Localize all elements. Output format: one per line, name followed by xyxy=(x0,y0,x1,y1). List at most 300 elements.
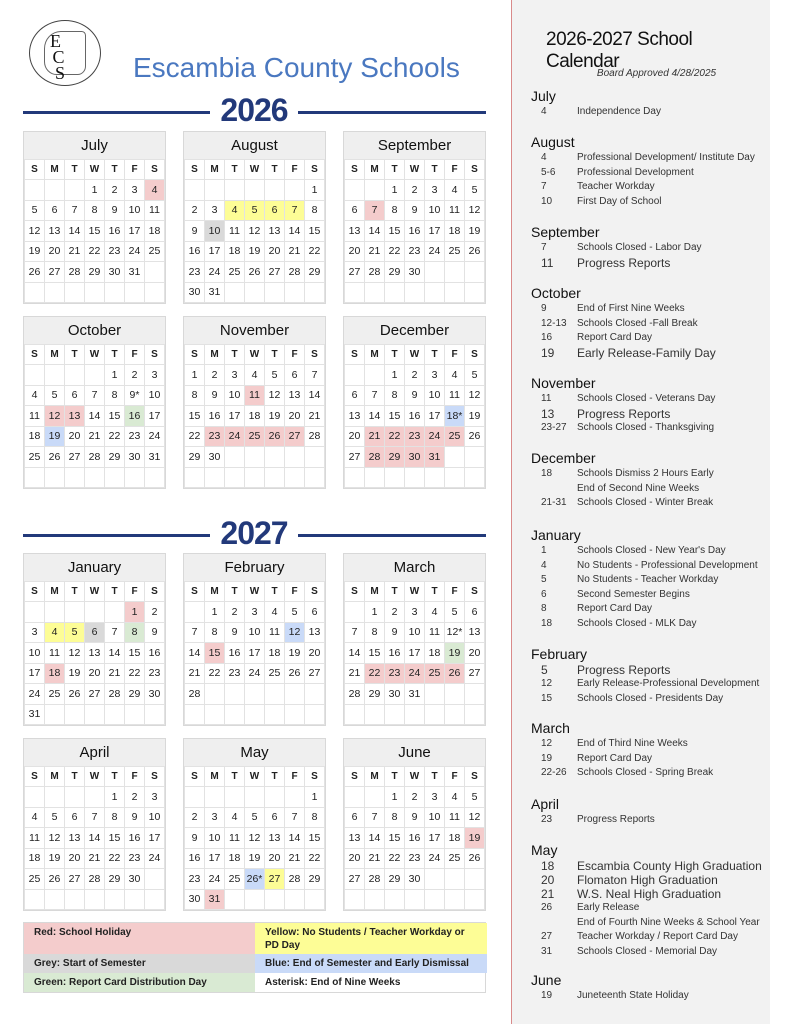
event-item xyxy=(531,151,769,166)
month-name: June xyxy=(344,739,485,766)
day-cell: 21 xyxy=(365,241,385,262)
month-name: February xyxy=(184,554,325,581)
event-text: Escambia County High Graduation xyxy=(577,859,762,873)
day-cell: 24 xyxy=(205,869,225,890)
weekday-header: W xyxy=(405,582,425,602)
empty-cell xyxy=(85,365,105,386)
day-cell: 31 xyxy=(25,704,45,725)
day-cell: 24 xyxy=(145,848,165,869)
weekday-header: S xyxy=(465,582,485,602)
day-cell: 28 xyxy=(365,869,385,890)
year-heading-2026 xyxy=(23,92,486,132)
year-heading-2027 xyxy=(23,515,486,555)
empty-cell xyxy=(285,704,305,725)
events-february xyxy=(531,646,769,706)
empty-cell xyxy=(425,869,445,890)
event-item xyxy=(531,331,769,346)
day-cell: 6 xyxy=(65,385,85,406)
empty-cell xyxy=(185,704,205,725)
day-cell: 5 xyxy=(445,602,465,623)
events-december xyxy=(531,450,769,511)
day-cell: 6 xyxy=(85,622,105,643)
month-name: May xyxy=(184,739,325,766)
empty-cell xyxy=(345,704,365,725)
event-item xyxy=(531,887,769,901)
event-date: 23-27 xyxy=(541,421,567,433)
day-cell: 12 xyxy=(465,200,485,221)
day-cell: 6 xyxy=(45,200,65,221)
day-cell: 15 xyxy=(85,221,105,242)
day-cell: 16 xyxy=(185,241,205,262)
event-text: Schools Closed - Veterans Day xyxy=(577,393,716,404)
weekday-header: T xyxy=(425,345,445,365)
day-cell: 13 xyxy=(285,385,305,406)
month-name: November xyxy=(184,317,325,344)
event-date: 31 xyxy=(541,945,553,957)
empty-cell xyxy=(65,180,85,201)
day-cell: 19 xyxy=(465,406,485,427)
day-cell: 10 xyxy=(125,200,145,221)
empty-cell xyxy=(465,282,485,303)
day-cell: 8 xyxy=(125,622,145,643)
event-item xyxy=(531,602,769,617)
event-item xyxy=(531,346,769,360)
weekday-header: M xyxy=(205,160,225,180)
empty-cell xyxy=(345,180,365,201)
day-cell: 23 xyxy=(125,426,145,447)
day-cell: 20 xyxy=(305,643,325,664)
weekday-header: F xyxy=(285,160,305,180)
day-cell: 2 xyxy=(125,365,145,386)
day-cell: 14 xyxy=(85,406,105,427)
event-item xyxy=(531,737,769,752)
day-cell: 19 xyxy=(65,663,85,684)
legend-blue: Blue: End of Semester and Early Dismissal xyxy=(255,954,487,973)
weekday-header: M xyxy=(205,582,225,602)
legend-red: Red: School Holiday xyxy=(24,923,255,954)
day-cell: 6 xyxy=(285,365,305,386)
event-date: 16 xyxy=(541,332,553,344)
empty-cell xyxy=(105,602,125,623)
day-cell: 3 xyxy=(245,602,265,623)
day-cell: 17 xyxy=(145,406,165,427)
event-item xyxy=(531,166,769,181)
day-cell: 4 xyxy=(25,807,45,828)
empty-cell xyxy=(285,180,305,201)
day-cell: 17 xyxy=(145,828,165,849)
month-name: April xyxy=(24,739,165,766)
empty-cell xyxy=(405,282,425,303)
empty-cell xyxy=(25,602,45,623)
weekday-header: M xyxy=(365,345,385,365)
weekday-header: S xyxy=(345,582,365,602)
day-cell: 16 xyxy=(105,221,125,242)
day-cell: 25 xyxy=(445,426,465,447)
event-item xyxy=(531,407,769,421)
weekday-header: S xyxy=(25,582,45,602)
day-cell: 9 xyxy=(185,221,205,242)
month-july xyxy=(23,131,166,304)
day-cell: 23 xyxy=(185,262,205,283)
empty-cell xyxy=(305,467,325,488)
weekday-header: T xyxy=(65,767,85,787)
weekday-header: M xyxy=(365,160,385,180)
day-cell: 22 xyxy=(105,848,125,869)
day-cell: 30 xyxy=(125,869,145,890)
event-date: 4 xyxy=(541,106,547,117)
day-cell: 5 xyxy=(45,807,65,828)
weekday-header: S xyxy=(345,345,365,365)
events-panel xyxy=(511,0,770,1024)
day-cell: 16 xyxy=(405,221,425,242)
day-cell: 23 xyxy=(225,663,245,684)
weekday-header: M xyxy=(45,767,65,787)
empty-cell xyxy=(25,467,45,488)
weekday-header: S xyxy=(185,582,205,602)
day-cell: 9 xyxy=(225,622,245,643)
event-date: 26 xyxy=(541,902,553,913)
day-cell: 19 xyxy=(285,643,305,664)
day-cell: 31 xyxy=(125,262,145,283)
empty-cell xyxy=(365,889,385,910)
day-cell: 21 xyxy=(185,663,205,684)
weekday-header: S xyxy=(145,582,165,602)
color-legend xyxy=(23,922,486,993)
day-cell: 6 xyxy=(345,807,365,828)
weekday-header: F xyxy=(125,582,145,602)
weekday-header: T xyxy=(105,345,125,365)
day-cell: 25 xyxy=(25,869,45,890)
event-item xyxy=(531,180,769,195)
day-cell: 18 xyxy=(445,221,465,242)
empty-cell xyxy=(225,447,245,468)
day-cell: 8 xyxy=(385,807,405,828)
event-date: 18 xyxy=(541,859,555,873)
day-cell: 7 xyxy=(185,622,205,643)
empty-cell xyxy=(365,282,385,303)
month-name: August xyxy=(184,132,325,159)
event-item xyxy=(531,916,769,931)
weekday-header: S xyxy=(145,767,165,787)
empty-cell xyxy=(265,889,285,910)
weekday-header: F xyxy=(445,160,465,180)
event-item xyxy=(531,467,769,482)
empty-cell xyxy=(285,684,305,705)
event-item xyxy=(531,617,769,632)
event-date: 11 xyxy=(541,393,552,404)
day-cell: 10 xyxy=(205,828,225,849)
event-date: 22-26 xyxy=(541,767,567,779)
day-cell: 22 xyxy=(305,848,325,869)
day-cell: 11 xyxy=(145,200,165,221)
day-cell: 29 xyxy=(305,869,325,890)
empty-cell xyxy=(225,684,245,705)
event-text: End of First Nine Weeks xyxy=(577,303,685,314)
weekday-header: M xyxy=(365,767,385,787)
day-cell: 1 xyxy=(125,602,145,623)
day-cell: 14 xyxy=(305,385,325,406)
empty-cell xyxy=(345,889,365,910)
weekday-header: S xyxy=(465,160,485,180)
day-cell: 6 xyxy=(465,602,485,623)
day-cell: 24 xyxy=(425,241,445,262)
empty-cell xyxy=(185,602,205,623)
day-cell: 5 xyxy=(245,807,265,828)
empty-cell xyxy=(385,467,405,488)
day-cell: 7 xyxy=(285,200,305,221)
empty-cell xyxy=(405,704,425,725)
day-cell: 12 xyxy=(245,828,265,849)
events-april xyxy=(531,796,769,828)
event-text: Teacher Workday xyxy=(577,181,655,193)
day-cell: 4 xyxy=(425,602,445,623)
day-cell: 24 xyxy=(125,241,145,262)
day-cell: 2 xyxy=(405,180,425,201)
day-cell: 10 xyxy=(245,622,265,643)
day-cell: 13 xyxy=(265,828,285,849)
empty-cell xyxy=(65,602,85,623)
empty-cell xyxy=(245,180,265,201)
day-cell: 17 xyxy=(225,406,245,427)
empty-cell xyxy=(225,704,245,725)
event-item xyxy=(531,421,769,436)
day-cell: 11 xyxy=(265,622,285,643)
day-cell: 15 xyxy=(105,828,125,849)
empty-cell xyxy=(285,282,305,303)
day-cell: 31 xyxy=(205,282,225,303)
event-date: 7 xyxy=(541,181,547,193)
empty-cell xyxy=(65,467,85,488)
year-label: 2027 xyxy=(220,515,288,551)
day-cell: 18 xyxy=(245,406,265,427)
day-cell: 27 xyxy=(65,869,85,890)
weekday-header: F xyxy=(285,582,305,602)
empty-cell xyxy=(285,889,305,910)
day-cell: 16 xyxy=(125,828,145,849)
day-cell: 2 xyxy=(125,787,145,808)
event-text: Report Card Day xyxy=(577,603,653,615)
event-item xyxy=(531,945,769,960)
day-cell: 15 xyxy=(385,828,405,849)
day-cell: 1 xyxy=(105,787,125,808)
empty-cell xyxy=(45,602,65,623)
day-cell: 19 xyxy=(465,828,485,849)
day-cell: 22 xyxy=(105,426,125,447)
empty-cell xyxy=(225,282,245,303)
day-cell: 28 xyxy=(345,684,365,705)
event-date: 8 xyxy=(541,603,547,615)
empty-cell xyxy=(45,282,65,303)
empty-cell xyxy=(265,282,285,303)
empty-cell xyxy=(365,180,385,201)
day-cell: 5 xyxy=(465,180,485,201)
event-text: Early Release-Professional Development xyxy=(577,678,760,689)
day-cell: 2 xyxy=(405,365,425,386)
day-cell: 8 xyxy=(385,385,405,406)
empty-cell xyxy=(245,704,265,725)
day-cell: 28 xyxy=(85,447,105,468)
empty-cell xyxy=(465,684,485,705)
section-month: December xyxy=(531,450,596,466)
day-cell: 20 xyxy=(345,426,365,447)
day-cell: 6 xyxy=(305,602,325,623)
event-date: 4 xyxy=(541,152,547,163)
weekday-header: W xyxy=(405,345,425,365)
day-cell: 4 xyxy=(445,180,465,201)
day-cell: 22 xyxy=(205,663,225,684)
event-date: 5-6 xyxy=(541,166,556,178)
day-cell: 10 xyxy=(205,221,225,242)
logo-letters: E C S xyxy=(50,31,64,83)
day-cell: 26 xyxy=(285,663,305,684)
empty-cell xyxy=(405,889,425,910)
weekday-header: W xyxy=(85,582,105,602)
day-cell: 24 xyxy=(405,663,425,684)
weekday-header: S xyxy=(25,767,45,787)
day-cell: 8 xyxy=(305,200,325,221)
event-date: 4 xyxy=(541,559,547,571)
day-cell: 14 xyxy=(285,828,305,849)
day-cell: 19 xyxy=(45,426,65,447)
event-date: 19 xyxy=(541,345,555,360)
event-date: 10 xyxy=(541,195,553,207)
day-cell: 31 xyxy=(405,684,425,705)
day-cell: 4 xyxy=(445,365,465,386)
day-cell: 9 xyxy=(145,622,165,643)
divider xyxy=(23,534,210,537)
empty-cell xyxy=(445,282,465,303)
day-cell: 27 xyxy=(265,262,285,283)
day-cell: 4 xyxy=(245,365,265,386)
day-cell: 13 xyxy=(85,643,105,664)
event-item xyxy=(531,256,769,270)
day-cell: 27 xyxy=(285,426,305,447)
empty-cell xyxy=(385,889,405,910)
event-item xyxy=(531,302,769,317)
day-cell: 7 xyxy=(85,807,105,828)
weekday-header: T xyxy=(265,582,285,602)
event-item xyxy=(531,317,769,332)
day-cell: 2 xyxy=(205,365,225,386)
day-cell: 15 xyxy=(305,828,325,849)
weekday-header: T xyxy=(65,345,85,365)
weekday-header: T xyxy=(225,345,245,365)
empty-cell xyxy=(465,704,485,725)
day-cell: 15 xyxy=(365,643,385,664)
day-cell: 22 xyxy=(305,241,325,262)
weekday-header: S xyxy=(305,160,325,180)
empty-cell xyxy=(45,889,65,910)
event-text: Teacher Workday / Report Card Day xyxy=(577,931,738,943)
day-cell: 21 xyxy=(365,426,385,447)
day-cell: 9* xyxy=(125,385,145,406)
day-cell: 2 xyxy=(185,807,205,828)
day-cell: 14 xyxy=(285,221,305,242)
day-cell: 18 xyxy=(45,663,65,684)
empty-cell xyxy=(305,704,325,725)
day-cell: 11 xyxy=(45,643,65,664)
empty-cell xyxy=(285,467,305,488)
empty-cell xyxy=(365,787,385,808)
day-cell: 10 xyxy=(145,807,165,828)
empty-cell xyxy=(425,684,445,705)
empty-cell xyxy=(45,787,65,808)
empty-cell xyxy=(445,262,465,283)
section-month: October xyxy=(531,285,581,301)
day-cell: 24 xyxy=(425,426,445,447)
day-cell: 13 xyxy=(345,406,365,427)
month-name: January xyxy=(24,554,165,581)
day-cell: 16 xyxy=(185,848,205,869)
weekday-header: F xyxy=(125,345,145,365)
day-cell: 11 xyxy=(25,406,45,427)
day-cell: 23 xyxy=(405,848,425,869)
legend-yellow: Yellow: No Students / Teacher Workday or PD Day xyxy=(255,923,487,954)
event-date: 18 xyxy=(541,617,553,629)
events-june xyxy=(531,972,769,1004)
weekday-header: S xyxy=(345,160,365,180)
section-month: November xyxy=(531,375,596,391)
empty-cell xyxy=(465,467,485,488)
divider xyxy=(23,111,210,114)
day-cell: 26 xyxy=(465,426,485,447)
day-cell: 31 xyxy=(425,447,445,468)
empty-cell xyxy=(305,684,325,705)
event-text: Flomaton High Graduation xyxy=(577,873,718,887)
day-cell: 31 xyxy=(205,889,225,910)
day-cell: 6 xyxy=(65,807,85,828)
weekday-header: M xyxy=(45,160,65,180)
empty-cell xyxy=(305,282,325,303)
weekday-header: S xyxy=(25,160,45,180)
day-cell: 25 xyxy=(225,262,245,283)
event-date: 9 xyxy=(541,303,547,314)
empty-cell xyxy=(145,889,165,910)
day-cell: 5 xyxy=(65,622,85,643)
day-cell: 10 xyxy=(425,200,445,221)
empty-cell xyxy=(85,889,105,910)
day-cell: 23 xyxy=(125,848,145,869)
day-cell: 14 xyxy=(345,643,365,664)
day-cell: 27 xyxy=(345,262,365,283)
day-cell: 27 xyxy=(45,262,65,283)
day-cell: 11 xyxy=(445,385,465,406)
empty-cell xyxy=(65,704,85,725)
empty-cell xyxy=(125,282,145,303)
day-cell: 5 xyxy=(45,385,65,406)
day-cell: 11 xyxy=(225,828,245,849)
event-text: No Students - Teacher Workday xyxy=(577,574,719,586)
section-month: January xyxy=(531,527,581,543)
empty-cell xyxy=(305,889,325,910)
day-cell: 3 xyxy=(145,787,165,808)
event-text: Independence Day xyxy=(577,106,661,117)
event-text: Progress Reports xyxy=(577,406,671,421)
empty-cell xyxy=(345,365,365,386)
section-month: June xyxy=(531,972,562,988)
event-date: 19 xyxy=(541,752,553,764)
day-cell: 7 xyxy=(365,200,385,221)
day-cell: 9 xyxy=(125,807,145,828)
day-cell: 3 xyxy=(145,365,165,386)
day-cell: 28 xyxy=(185,684,205,705)
day-cell: 7 xyxy=(65,200,85,221)
day-cell: 19 xyxy=(25,241,45,262)
day-cell: 26 xyxy=(245,262,265,283)
empty-cell xyxy=(65,282,85,303)
event-date: 18 xyxy=(541,468,553,479)
event-text: Schools Closed -Fall Break xyxy=(577,317,698,329)
